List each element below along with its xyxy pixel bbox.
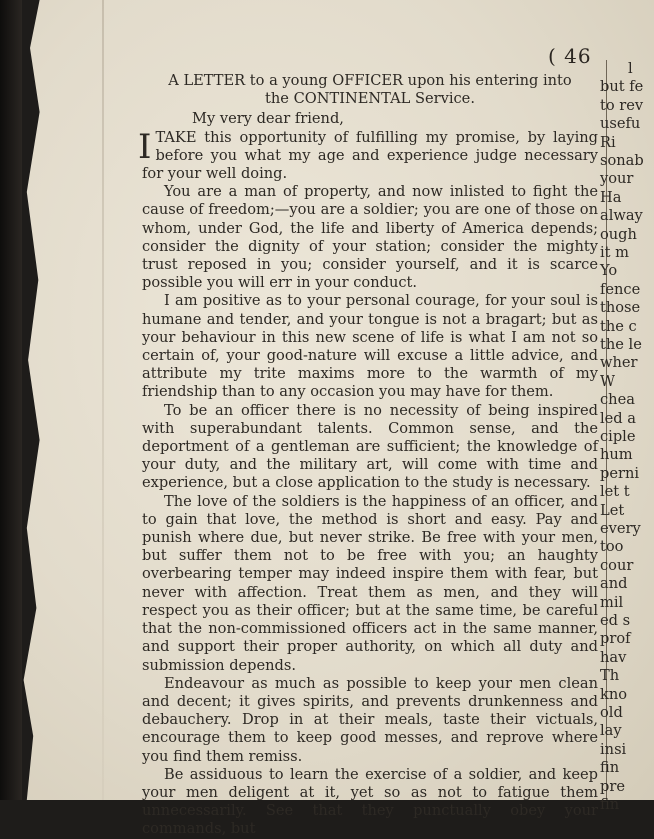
adjacent-column-fragment: but fe	[600, 78, 644, 96]
adjacent-column-fragment: fence	[600, 280, 641, 298]
adjacent-column-fragment: every	[600, 520, 641, 537]
adjacent-column-fragment: insi	[600, 740, 627, 758]
adjacent-column-fragments	[600, 0, 644, 813]
adjacent-column-fragment: led a	[600, 409, 636, 427]
adjacent-column-fragment: usefu	[600, 115, 641, 133]
adjacent-column-fragment: old	[600, 704, 623, 721]
adjacent-column-fragment: Ri	[600, 133, 616, 151]
paragraph-7: Be assiduous to learn the exercise of a soldier, and keep your men deligent at it, yet so as not to fatigue them unnecessarily. See that they punctually obey your commands, but	[142, 765, 598, 838]
adjacent-column-fragment: fin	[600, 759, 620, 777]
adjacent-column-fragment: Ha	[600, 188, 622, 206]
title-line-2: the CONTINENTAL Service.	[265, 90, 475, 108]
page-number: ( 46	[548, 44, 592, 68]
adjacent-column-fragment: hav	[600, 648, 627, 666]
drop-cap: I	[138, 126, 152, 167]
adjacent-column-fragment: fin	[600, 796, 620, 813]
adjacent-column-fragment: your	[600, 170, 634, 188]
adjacent-column-fragment: mil	[600, 593, 624, 611]
salutation: My very dear friend,	[192, 110, 344, 128]
adjacent-column-fragment: ough	[600, 225, 637, 243]
paragraph-4: To be an officer there is no necessity of being inspired with superabundant talents. Common sense, and the deportment of a gentleman are sufficient; the knowledge of your duty, and the military art, will come with time and experience, but a close application to the study is necessary.	[142, 401, 598, 492]
adjacent-column-fragment: Yo	[600, 262, 618, 280]
adjacent-column-fragment: too	[600, 538, 624, 556]
adjacent-column-fragment: kno	[600, 685, 628, 703]
adjacent-column-fragment: it m	[600, 244, 630, 261]
adjacent-column-fragment: to rev	[600, 96, 644, 114]
adjacent-column-fragment: alway	[600, 207, 643, 225]
adjacent-column-fragment: sonab	[600, 152, 644, 169]
adjacent-column-fragment: let t	[600, 483, 630, 501]
adjacent-column-fragment: wher	[600, 354, 638, 372]
paragraph-5: The love of the soldiers is the happiness of an officer, and to gain that love, the method is short and easy. Pay and punish where due, but never strike. Be free with your men, but suffer them not to be free with you; an haughty overbearing temper may indeed inspire them with fear, but never with affection. Treat them as men, and they will respect you as their officer; but at the same time, be careful that the non-commissioned officers act in the same manner, and support their proper authority, on which all duty and submission depends.	[142, 492, 598, 674]
adjacent-column-fragment: lay	[600, 722, 622, 740]
adjacent-column-fragment: those	[600, 299, 641, 317]
adjacent-column-fragment: chea	[600, 391, 635, 409]
adjacent-column-fragment: Th	[600, 667, 620, 685]
letter-title	[142, 72, 598, 108]
title-line-1: A LETTER to a young OFFICER upon his entering into	[168, 72, 572, 89]
adjacent-column-fragment: and	[600, 575, 628, 593]
paragraph-2: You are a man of property, and now inlisted to fight the cause of freedom;—you are a soldier; you are one of those on whom, under God, the life and liberty of America depends; consider the dignity of your station; consider the mighty trust reposed in you; consider yourself, and it is scarce possible you will err in your conduct.	[142, 183, 598, 292]
adjacent-column-fragment: cour	[600, 556, 634, 574]
adjacent-column-fragment: W	[600, 372, 615, 390]
paper-fold-line	[102, 0, 104, 800]
paragraph-1	[138, 126, 598, 184]
adjacent-column-fragment: the le	[600, 336, 642, 353]
adjacent-column-fragment: perni	[600, 464, 640, 482]
adjacent-column-fragment: the c	[600, 317, 637, 335]
adjacent-column-fragment: prof	[600, 630, 631, 648]
book-gutter-shadow	[0, 0, 22, 800]
paragraph-1-text: TAKE this opportunity of fulfilling my promise, by laying before you what my age and experience judge necessary for your well doing.	[142, 128, 598, 183]
adjacent-column-fragment: ed s	[600, 612, 631, 629]
main-text-column	[138, 72, 598, 839]
paragraph-3: I am positive as to your personal courage, for your soul is humane and tender, and your tongue is not a bragart; but as your behaviour in this new scene of life is what I am not so certain of, your good-nature will excuse a little advice, and attribute my trite maxims more to the warmth of my friendship than to any occasion you may have for them.	[142, 292, 598, 401]
adjacent-column-fragment: l	[628, 60, 633, 77]
adjacent-column-fragment: Let	[600, 501, 625, 519]
adjacent-column-fragment: pre	[600, 777, 625, 795]
adjacent-column-fragment: ciple	[600, 428, 636, 445]
adjacent-column-fragment: hum	[600, 446, 633, 464]
paragraph-6: Endeavour as much as possible to keep your men clean and decent; it gives spirits, and prevents drunkenness and debauchery. Drop in at their meals, taste their victuals, encourage them to keep good messes, and reprove where you find them remiss.	[142, 674, 598, 765]
